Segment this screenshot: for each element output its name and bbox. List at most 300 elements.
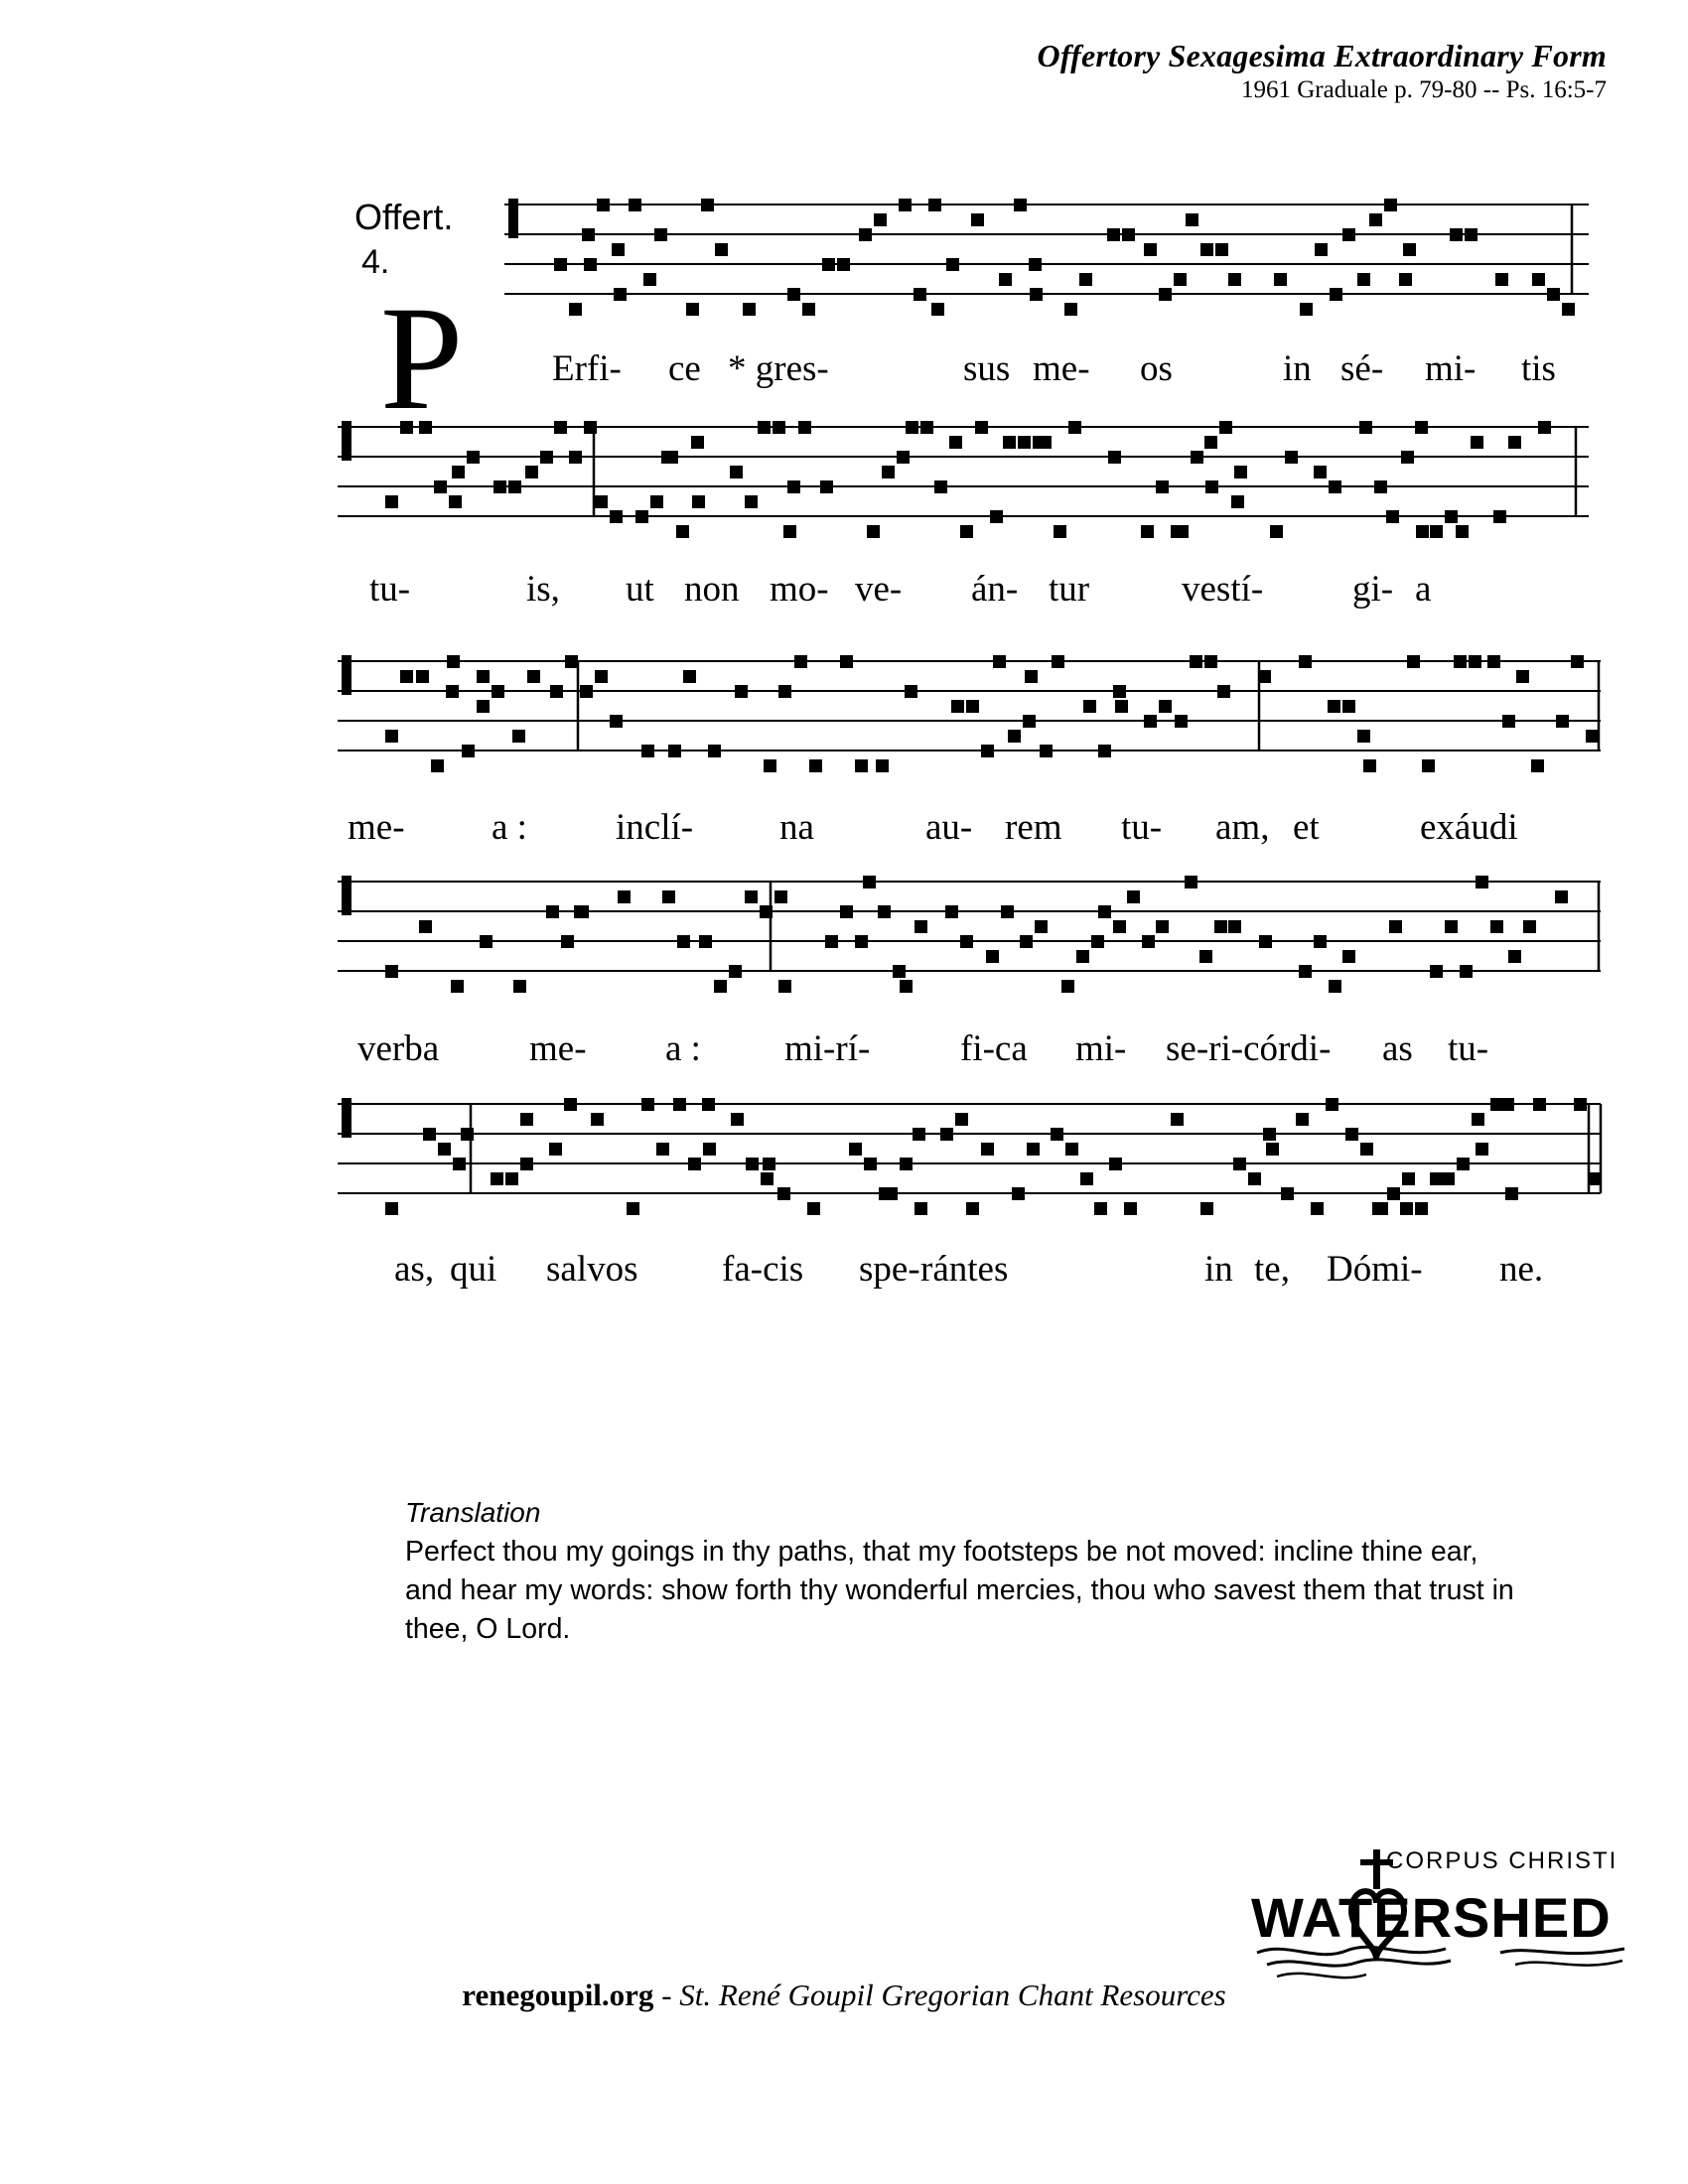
neume-note: [1175, 715, 1188, 728]
lyric-syllable: me-: [529, 1028, 587, 1069]
neume-note: [1401, 451, 1414, 464]
lyric-syllable: tu-: [1448, 1028, 1489, 1069]
neume-note: [864, 1158, 877, 1170]
neume-note: [878, 905, 891, 918]
neume-note: [635, 510, 648, 523]
neume-note: [692, 495, 705, 508]
neume-note: [1098, 905, 1111, 918]
lyric-syllable: * gres-: [728, 348, 829, 389]
neume-note: [491, 1172, 503, 1185]
neume-note: [1199, 950, 1212, 963]
neume-note: [1266, 1143, 1279, 1156]
neume-note: [899, 199, 912, 211]
page-subtitle: 1961 Graduale p. 79-80 -- Ps. 16:5-7: [1241, 76, 1607, 103]
logo-main-text: WATERSHED: [1251, 1886, 1612, 1949]
lyric-syllable: mo-: [770, 569, 829, 610]
neume-note: [385, 1202, 398, 1215]
neume-note: [683, 670, 696, 683]
neume-note: [934, 480, 947, 493]
neume-note: [1472, 1113, 1484, 1126]
lyric-syllable: qui: [450, 1249, 497, 1290]
neume-note: [981, 1143, 994, 1156]
neume-note: [446, 685, 459, 698]
neume-note: [1141, 525, 1154, 538]
neume-note: [1025, 670, 1038, 683]
lyric-syllable: ce: [668, 348, 701, 389]
neume-note: [1430, 965, 1443, 978]
neume-note: [449, 495, 462, 508]
neume-note: [1416, 525, 1429, 538]
neume-note: [1040, 745, 1053, 757]
lyric-syllable: me-: [348, 807, 405, 848]
neume-note: [825, 935, 838, 948]
neume-note: [1052, 655, 1064, 668]
neume-note: [730, 466, 743, 478]
lyric-syllable: as,: [394, 1249, 435, 1290]
neume-note: [735, 685, 748, 698]
neume-note: [900, 980, 913, 993]
neume-note: [1299, 965, 1312, 978]
lyric-syllable: verba: [357, 1028, 440, 1069]
neume-note: [1407, 655, 1420, 668]
neume-note: [656, 1143, 669, 1156]
neume-note: [1142, 935, 1155, 948]
neume-note: [686, 303, 699, 316]
lyric-syllable: mi-rí-: [784, 1028, 871, 1069]
neume-note: [787, 288, 800, 301]
neume-note: [1460, 965, 1473, 978]
chant-label: Offert.: [354, 197, 454, 237]
staff: [504, 199, 1589, 316]
neume-note: [1061, 980, 1074, 993]
lyric-syllable: a :: [665, 1028, 701, 1069]
neume-note: [1516, 670, 1529, 683]
neume-note: [913, 1128, 925, 1141]
neume-note: [584, 258, 597, 271]
lyric-syllable: et: [1293, 807, 1320, 848]
neume-note: [794, 655, 807, 668]
logo-top-text: CORPUS CHRISTI: [1386, 1847, 1618, 1874]
neume-note: [1205, 480, 1218, 493]
neume-note: [580, 685, 593, 698]
neume-note: [931, 303, 944, 316]
neume-note: [1258, 670, 1271, 683]
neume-note: [773, 421, 785, 434]
neume-note: [477, 670, 490, 683]
neume-note: [627, 1202, 639, 1215]
neume-note: [1360, 1143, 1373, 1156]
neume-note: [1204, 655, 1217, 668]
neume-note: [1495, 273, 1508, 286]
neume-note: [758, 421, 771, 434]
neume-note: [1027, 1143, 1040, 1156]
neume-note: [1357, 730, 1370, 743]
neume-note: [1342, 228, 1355, 241]
neume-note: [876, 759, 889, 772]
staff: [338, 421, 1589, 538]
lyric-syllable: tur: [1049, 569, 1090, 610]
neume-note: [1299, 655, 1312, 668]
lyric-syllable: in: [1283, 348, 1312, 389]
lyric-syllable: gi-: [1352, 569, 1394, 610]
neume-note: [863, 876, 876, 888]
neume-note: [1127, 890, 1140, 903]
neume-note: [1124, 1202, 1137, 1215]
neume-note: [550, 685, 563, 698]
neume-note: [1493, 510, 1506, 523]
neume-note: [561, 935, 574, 948]
neume-note: [462, 745, 475, 757]
neume-note: [1430, 525, 1443, 538]
neume-note: [1109, 1158, 1122, 1170]
translation-text: Perfect thou my goings in thy paths, that my footsteps be not moved: incline thine ear, and hear my words: show forth thy wonderful mercies, thou who savest them that trust in thee, O Lord.: [405, 1536, 1514, 1645]
lyric-syllable: ne.: [1499, 1249, 1544, 1290]
neume-note: [1200, 1202, 1213, 1215]
neume-note: [1296, 1113, 1309, 1126]
neume-note: [1191, 451, 1203, 464]
lyric-syllable: na: [779, 807, 814, 848]
neume-note: [1214, 920, 1227, 933]
neume-note: [798, 421, 811, 434]
neume-note: [906, 421, 918, 434]
neume-note: [1329, 480, 1341, 493]
lyric-syllable: se-ri-córdi-: [1166, 1028, 1332, 1069]
neume-note: [1442, 1172, 1455, 1185]
neume-note: [1586, 730, 1599, 743]
neume-note: [1186, 213, 1198, 226]
lyric-syllable: tu-: [1121, 807, 1163, 848]
neume-note: [885, 1187, 898, 1200]
neume-note: [1487, 655, 1500, 668]
neume-note: [1274, 273, 1287, 286]
neume-note: [949, 436, 962, 449]
neume-note: [1156, 920, 1169, 933]
neume-note: [554, 421, 567, 434]
neume-note: [981, 745, 994, 757]
neume-note: [1450, 228, 1463, 241]
neume-note: [513, 980, 526, 993]
neume-note: [840, 905, 853, 918]
lyric-syllable: sus: [963, 348, 1011, 389]
neume-note: [595, 670, 608, 683]
neume-note: [1122, 228, 1135, 241]
neume-note: [1051, 1128, 1063, 1141]
neume-note: [746, 1158, 759, 1170]
neume-note: [837, 258, 850, 271]
neume-note: [1508, 950, 1521, 963]
neume-note: [1171, 1113, 1184, 1126]
neume-note: [966, 1202, 979, 1215]
neume-note: [914, 1202, 927, 1215]
neume-note: [1113, 685, 1126, 698]
neume-note: [492, 685, 504, 698]
neume-note: [1342, 950, 1355, 963]
lyric-syllable: tu-: [369, 569, 411, 610]
neume-note: [849, 1143, 862, 1156]
neume-note: [960, 935, 973, 948]
neume-note: [764, 759, 776, 772]
neume-note: [597, 199, 610, 211]
neume-note: [1068, 421, 1081, 434]
neume-note: [1113, 920, 1126, 933]
neume-note: [1415, 1202, 1428, 1215]
neume-note: [480, 935, 492, 948]
neume-note: [1217, 685, 1230, 698]
lyric-syllable: a: [1415, 569, 1432, 610]
neume-note: [900, 1158, 913, 1170]
lyric-syllable: mi-: [1425, 348, 1477, 389]
neume-note: [1300, 303, 1313, 316]
neume-note: [1039, 436, 1052, 449]
neume-note: [971, 213, 984, 226]
neume-note: [1476, 1143, 1488, 1156]
neume-note: [859, 228, 872, 241]
neume-note: [702, 1098, 715, 1111]
neume-note: [1372, 1202, 1385, 1215]
neume-note: [882, 466, 895, 478]
neume-note: [729, 965, 742, 978]
neume-note: [1176, 525, 1189, 538]
neume-note: [1556, 715, 1569, 728]
neume-note: [641, 1098, 654, 1111]
neume-note: [1083, 700, 1096, 713]
neume-note: [452, 466, 465, 478]
neume-note: [1589, 1172, 1602, 1185]
lyric-syllable: tis: [1521, 348, 1556, 389]
neume-note: [708, 745, 721, 757]
footer-site[interactable]: renegoupil.org: [462, 1978, 654, 2012]
neume-note: [1314, 466, 1327, 478]
neume-note: [520, 1113, 533, 1126]
neume-note: [595, 495, 608, 508]
neume-note: [618, 890, 631, 903]
neume-note: [584, 421, 597, 434]
neume-note: [1228, 273, 1241, 286]
neume-note: [1532, 273, 1545, 286]
neume-note: [400, 670, 413, 683]
neume-note: [975, 421, 988, 434]
staff: [338, 655, 1601, 772]
neume-note: [1228, 920, 1241, 933]
neume-note: [946, 258, 959, 271]
lyric-syllable: Erfi-: [552, 348, 622, 389]
neume-note: [1065, 1143, 1078, 1156]
neume-note: [993, 655, 1006, 668]
neume-note: [643, 273, 656, 286]
neume-note: [461, 1128, 474, 1141]
staff: [338, 1098, 1602, 1215]
lyric-syllable: is,: [526, 569, 560, 610]
neume-note: [385, 965, 398, 978]
neume-note: [778, 685, 791, 698]
neume-note: [1469, 655, 1481, 668]
neume-note: [1144, 715, 1157, 728]
clef-icon: [342, 1098, 352, 1138]
neume-note: [1363, 759, 1376, 772]
neume-note: [990, 510, 1003, 523]
neume-note: [650, 495, 663, 508]
neume-note: [731, 1113, 744, 1126]
neume-note: [855, 759, 868, 772]
neume-note: [525, 466, 538, 478]
neume-note: [554, 258, 567, 271]
neume-note: [569, 303, 582, 316]
neume-note: [1174, 273, 1187, 286]
neume-note: [419, 920, 432, 933]
neume-note: [1326, 1098, 1338, 1111]
footer-resource: St. René Goupil Gregorian Chant Resources: [679, 1978, 1226, 2012]
neume-note: [385, 495, 398, 508]
lyric-syllable: exáudi: [1420, 807, 1518, 848]
neume-note: [467, 451, 480, 464]
neume-note: [1003, 436, 1016, 449]
neume-note: [451, 980, 464, 993]
neume-note: [1091, 935, 1104, 948]
neume-note: [1080, 1172, 1093, 1185]
neume-note: [1234, 466, 1247, 478]
neume-note: [520, 1158, 533, 1170]
neume-note: [438, 1143, 451, 1156]
neume-note: [612, 243, 625, 256]
neume-note: [1571, 655, 1584, 668]
neume-note: [1345, 1128, 1358, 1141]
neume-note: [945, 905, 958, 918]
neume-note: [1476, 876, 1488, 888]
neume-note: [662, 890, 675, 903]
neume-note: [1329, 980, 1341, 993]
neume-note: [1020, 935, 1033, 948]
neume-note: [582, 228, 595, 241]
neume-note: [1029, 258, 1042, 271]
neume-note: [1531, 759, 1544, 772]
clef-icon: [508, 199, 518, 238]
lyric-syllable: mi-: [1075, 1028, 1127, 1069]
neume-note: [1400, 1202, 1413, 1215]
neume-note: [743, 303, 756, 316]
neume-note: [920, 421, 933, 434]
neume-note: [431, 759, 444, 772]
neume-note: [1054, 525, 1066, 538]
neume-note: [893, 965, 906, 978]
lyric-syllable: a :: [492, 807, 527, 848]
lyric-syllable: as: [1382, 1028, 1413, 1069]
lyric-syllable: inclí-: [616, 807, 694, 848]
neume-note: [661, 451, 674, 464]
neume-note: [1330, 288, 1342, 301]
neume-note: [1369, 213, 1382, 226]
neume-note: [1023, 715, 1036, 728]
neume-note: [1538, 421, 1551, 434]
footer-separator: -: [661, 1978, 672, 2012]
lyric-syllable: vestí-: [1182, 569, 1264, 610]
neume-note: [778, 980, 791, 993]
neume-note: [1156, 480, 1169, 493]
neume-note: [453, 1158, 466, 1170]
neume-note: [802, 303, 815, 316]
neume-note: [1185, 876, 1197, 888]
neume-note: [1508, 436, 1521, 449]
neume-note: [1547, 288, 1560, 301]
lyric-syllable: am,: [1215, 807, 1270, 848]
neume-note: [928, 199, 941, 211]
neume-note: [897, 451, 910, 464]
neume-note: [1357, 273, 1370, 286]
neume-note: [951, 700, 964, 713]
lyric-syllable: salvos: [546, 1249, 638, 1290]
neume-note: [761, 1172, 774, 1185]
neume-note: [477, 700, 490, 713]
neume-note: [1430, 1172, 1443, 1185]
neume-note: [1574, 1098, 1587, 1111]
neume-note: [703, 1143, 716, 1156]
neume-note: [840, 655, 853, 668]
neume-note: [1562, 303, 1575, 316]
neume-note: [1328, 700, 1340, 713]
neume-note: [807, 1202, 820, 1215]
neume-note: [777, 1187, 790, 1200]
lyric-syllable: fi-ca: [960, 1028, 1028, 1069]
neume-note: [774, 890, 787, 903]
neume-note: [1018, 436, 1031, 449]
lyric-syllable: fa-cis: [722, 1249, 804, 1290]
staff: [338, 876, 1601, 993]
neume-note: [591, 1113, 604, 1126]
neume-note: [416, 670, 429, 683]
neume-note: [1233, 1158, 1246, 1170]
neume-note: [905, 685, 917, 698]
lyric-syllable: non: [684, 569, 740, 610]
neume-note: [1115, 700, 1128, 713]
neume-note: [673, 1098, 686, 1111]
clef-icon: [342, 421, 352, 461]
neume-note: [1314, 935, 1327, 948]
neume-note: [493, 480, 506, 493]
neume-note: [1035, 920, 1048, 933]
neume-note: [610, 510, 623, 523]
neume-note: [986, 950, 999, 963]
neume-note: [914, 288, 926, 301]
neume-note: [629, 199, 641, 211]
lyric-syllable: rántes: [920, 1249, 1009, 1290]
neume-note: [1342, 700, 1355, 713]
neume-note: [820, 480, 833, 493]
neume-note: [809, 759, 822, 772]
translation-block: [405, 1497, 1517, 1649]
neume-note: [701, 199, 714, 211]
neume-note: [1076, 950, 1089, 963]
neume-note: [574, 905, 587, 918]
neume-note: [714, 980, 727, 993]
neume-note: [783, 525, 796, 538]
lyric-syllable: án-: [971, 569, 1019, 610]
neume-note: [1311, 1202, 1324, 1215]
neume-note: [1159, 288, 1172, 301]
chant-mode: 4.: [361, 243, 390, 281]
neume-note: [1386, 510, 1399, 523]
neume-note: [874, 213, 887, 226]
neume-note: [1001, 905, 1014, 918]
translation-label: Translation: [405, 1497, 541, 1528]
lyric-syllable: spe-: [859, 1249, 920, 1290]
drop-cap-initial: P: [380, 276, 464, 441]
neume-note: [1064, 303, 1077, 316]
neume-note: [1231, 495, 1244, 508]
neume-note: [867, 525, 880, 538]
neume-note: [1402, 1172, 1415, 1185]
neume-note: [1281, 1187, 1294, 1200]
lyric-syllable: in: [1204, 1249, 1233, 1290]
lyric-syllable: te,: [1254, 1249, 1290, 1290]
